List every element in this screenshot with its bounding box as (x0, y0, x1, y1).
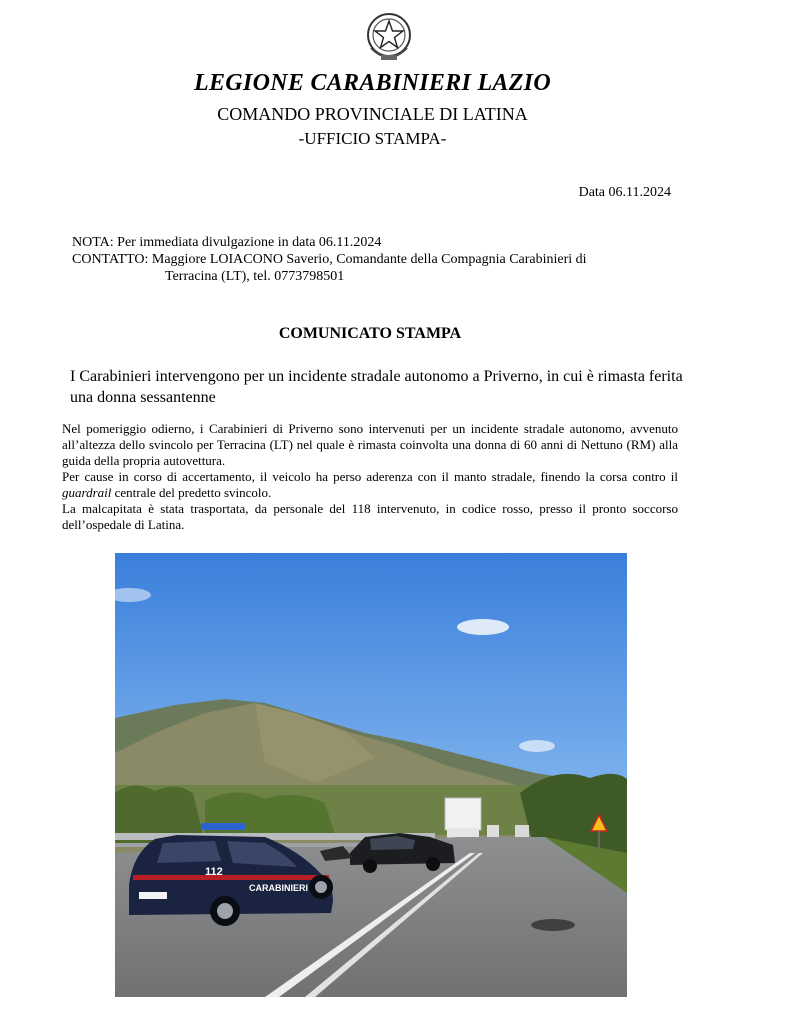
carabinieri-car-brand: CARABINIERI (249, 883, 309, 893)
body-paragraph-1: Nel pomeriggio odierno, i Carabinieri di Priverno sono intervenuti per un incidente stradale autonomo, avvenuto all’altezza dello svincolo per Terracina (LT) nel quale è rimasta coinvolta una donna di 60 anni di Nettuno (RM) alla guida della propria autovettura. (62, 421, 678, 468)
contact-line-2: Terracina (LT), tel. 0773798501 (165, 269, 345, 284)
contact-info (72, 251, 672, 285)
italian-republic-emblem-icon (364, 8, 414, 66)
cloud (457, 619, 509, 635)
guardrail-term: guardrail (62, 485, 112, 500)
distant-van (515, 825, 529, 837)
cloud (519, 740, 555, 752)
press-headline: I Carabinieri intervengono per un incidente stradale autonomo a Priverno, in cui è rimasta ferita una donna sessantenne (70, 368, 683, 406)
carabinieri-car-hubcap (315, 881, 327, 893)
crashed-car-wheel (426, 857, 440, 871)
carabinieri-car-window (157, 841, 221, 863)
press-office-subtitle: -UFFICIO STAMPA- (298, 129, 447, 148)
body-paragraph-3: La malcapitata è stata trasportata, da personale del 118 intervenuto, in codice rosso, presso il pronto soccorso dell’ospedale di Latina. (62, 501, 678, 532)
distant-van (487, 825, 499, 839)
contact-line-1: CONTATTO: Maggiore LOIACONO Saverio, Comandante della Compagnia Carabinieri di (72, 252, 587, 267)
carabinieri-car-stripe (133, 875, 329, 880)
body-paragraph-2: Per cause in corso di accertamento, il veicolo ha perso aderenza con il manto stradale, finendo la corsa contro il guardrail centrale del predetto svincolo. (62, 469, 678, 500)
provincial-command-subtitle: COMANDO PROVINCIALE DI LATINA (217, 104, 528, 124)
truck-box (445, 798, 481, 830)
release-note: NOTA: Per immediata divulgazione in data 06.11.2024 (72, 235, 382, 250)
document-date: Data 06.11.2024 (578, 185, 671, 200)
press-body (62, 421, 678, 533)
carabinieri-car-plate (139, 892, 167, 899)
road-patch (531, 919, 575, 931)
warning-sign-post (598, 831, 600, 849)
section-title: COMUNICATO STAMPA (278, 325, 462, 342)
carabinieri-car-lightbar (201, 823, 245, 830)
accident-scene-photo (115, 553, 627, 997)
carabinieri-car-number: 112 (205, 866, 223, 878)
legion-title: LEGIONE CARABINIERI LAZIO (194, 70, 551, 96)
carabinieri-car-hubcap (217, 903, 233, 919)
crashed-car-wheel (363, 859, 377, 873)
